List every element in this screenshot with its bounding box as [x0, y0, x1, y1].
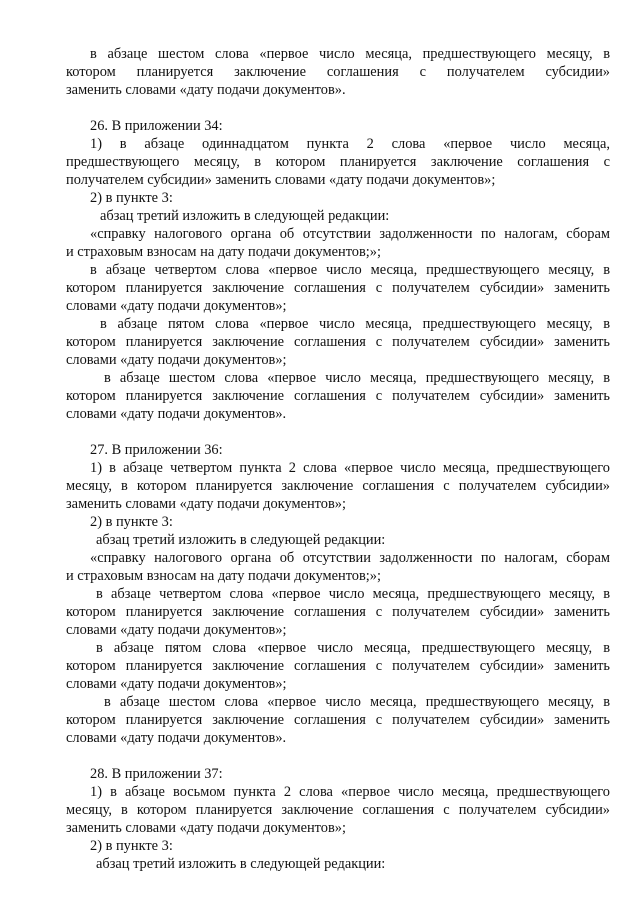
paragraph-line: заменить словами «дату подачи документов»; — [66, 820, 346, 836]
paragraph-line: словами «дату подачи документов»; — [66, 298, 287, 314]
paragraph-line: 2) в пункте 3: — [90, 190, 173, 206]
paragraph-line: в абзаце четвертом слова «первое число месяца, предшествующего месяцу, в — [96, 586, 610, 602]
paragraph-line: 2) в пункте 3: — [90, 838, 173, 854]
paragraph-line: и страховым взносам на дату подачи документов;»; — [66, 244, 381, 260]
paragraph-line: котором планируется заключение соглашения с получателем субсидии» заменить — [66, 388, 610, 404]
paragraph-line: словами «дату подачи документов». — [66, 406, 287, 422]
paragraph-line: абзац третий изложить в следующей редакции: — [100, 208, 390, 224]
paragraph-line: заменить словами «дату подачи документов»; — [66, 496, 346, 512]
paragraph-line: получателем субсидии» заменить словами «дату подачи документов»; — [66, 172, 496, 188]
paragraph-line: котором планируется заключение соглашения с получателем субсидии» заменить — [66, 658, 610, 674]
paragraph-line: «справку налогового органа об отсутствии задолженности по налогам, сборам — [90, 226, 610, 242]
section-heading: 27. В приложении 36: — [90, 442, 223, 458]
paragraph-line: словами «дату подачи документов»; — [66, 352, 287, 368]
paragraph-line: в абзаце шестом слова «первое число месяца, предшествующего месяцу, в — [104, 694, 610, 710]
paragraph-line: в абзаце шестом слова «первое число месяца, предшествующего месяцу, в — [104, 370, 610, 386]
paragraph-line: словами «дату подачи документов»; — [66, 622, 287, 638]
paragraph-line: в абзаце пятом слова «первое число месяца, предшествующего месяцу, в — [96, 640, 610, 656]
paragraph-line: и страховым взносам на дату подачи документов;»; — [66, 568, 381, 584]
paragraph-line: котором планируется заключение соглашения с получателем субсидии» заменить — [66, 280, 610, 296]
paragraph-line: абзац третий изложить в следующей редакции: — [96, 532, 386, 548]
paragraph-line: котором планируется заключение соглашения с получателем субсидии» заменить — [66, 334, 610, 350]
paragraph-line: в абзаце шестом слова «первое число месяца, предшествующего месяцу, в — [90, 46, 610, 62]
paragraph-line: в абзаце пятом слова «первое число месяца, предшествующего месяцу, в — [100, 316, 610, 332]
paragraph-line: в абзаце четвертом слова «первое число месяца, предшествующего месяцу, в — [90, 262, 610, 278]
paragraph-line: 1) в абзаце четвертом пункта 2 слова «первое число месяца, предшествующего — [90, 460, 610, 476]
section-heading: 26. В приложении 34: — [90, 118, 223, 134]
paragraph-line: «справку налогового органа об отсутствии задолженности по налогам, сборам — [90, 550, 610, 566]
paragraph-line: заменить словами «дату подачи документов». — [66, 82, 346, 98]
paragraph-line: месяцу, в котором планируется заключение соглашения с получателем субсидии» — [66, 478, 610, 494]
paragraph-line: словами «дату подачи документов». — [66, 730, 287, 746]
paragraph-line: 1) в абзаце одиннадцатом пункта 2 слова «первое число месяца, — [90, 136, 610, 152]
paragraph-line: котором планируется заключение соглашения с получателем субсидии» заменить — [66, 712, 610, 728]
paragraph-line: котором планируется заключение соглашения с получателем субсидии» — [66, 64, 610, 80]
paragraph-line: месяцу, в котором планируется заключение соглашения с получателем субсидии» — [66, 802, 610, 818]
paragraph-line: 1) в абзаце восьмом пункта 2 слова «первое число месяца, предшествующего — [90, 784, 610, 800]
section-heading: 28. В приложении 37: — [90, 766, 223, 782]
paragraph-line: словами «дату подачи документов»; — [66, 676, 287, 692]
paragraph-line: предшествующего месяцу, в котором планируется заключение соглашения с — [66, 154, 610, 170]
paragraph-line: котором планируется заключение соглашения с получателем субсидии» заменить — [66, 604, 610, 620]
paragraph-line: абзац третий изложить в следующей редакции: — [96, 856, 386, 872]
paragraph-line: 2) в пункте 3: — [90, 514, 173, 530]
